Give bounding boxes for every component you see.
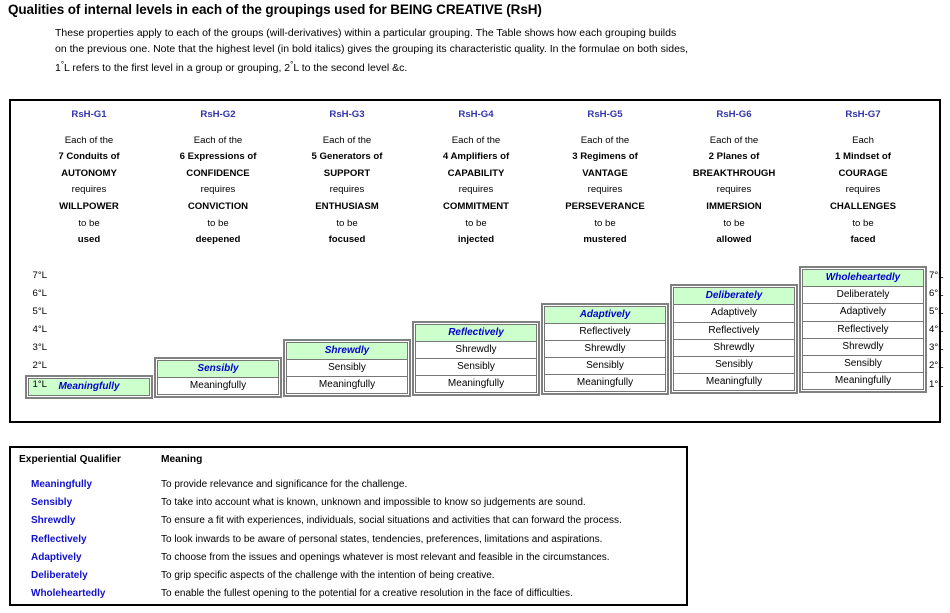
level-cell-characteristic: Shrewdly: [286, 342, 408, 360]
page-title: Qualities of internal levels in each of the groupings used for BEING CREATIVE (RsH): [8, 2, 542, 17]
level-cell-characteristic: Meaningfully: [28, 378, 150, 396]
legend-qualifier: Wholeheartedly: [31, 588, 106, 600]
column-header-rsh-g4: [410, 107, 542, 249]
header-line-1: Each: [852, 134, 874, 146]
header-line-4: requires: [716, 184, 752, 196]
level-scale-right: [929, 267, 950, 394]
header-line-5: ENTHUSIASM: [315, 200, 379, 212]
level-cell-characteristic: Adaptively: [544, 306, 666, 324]
level-label: 5°L: [32, 306, 47, 318]
legend-meaning: To ensure a fit with experiences, individuals, social situations and activities that can forward the process.: [161, 515, 622, 527]
level-label: 5°L: [929, 306, 944, 318]
header-line-3: SUPPORT: [323, 167, 371, 179]
degree-symbol-1: °: [60, 60, 65, 69]
level-cell: Meaningfully: [544, 374, 666, 392]
legend-qualifier: Shrewdly: [31, 515, 76, 527]
level-cell: Meaningfully: [802, 372, 924, 390]
legend-meaning: To take into account what is known, unknown and impossible to know so judgements are sound.: [161, 497, 586, 509]
level-scale-left: [21, 267, 47, 394]
groupings-panel: [9, 99, 944, 423]
legend-meaning: To choose from the issues and openings whatever is most relevant and feasible in the circumstances.: [161, 551, 610, 563]
header-line-7: deepened: [195, 234, 241, 246]
header-line-1: Each of the: [709, 134, 759, 146]
header-line-7: injected: [457, 234, 495, 246]
level-label: 6°L: [929, 288, 944, 300]
intro-line-3-b: L refers to the first level in a group or grouping, 2: [64, 62, 291, 74]
header-line-4: requires: [71, 184, 107, 196]
header-line-1: Each of the: [193, 134, 243, 146]
level-label: 7°L: [32, 270, 47, 281]
group-id: RsH-G5: [587, 109, 623, 120]
header-line-5: COMMITMENT: [442, 200, 510, 212]
legend-qualifier: Reflectively: [31, 533, 87, 545]
level-cell: Reflectively: [802, 321, 924, 339]
level-label: 4°L: [32, 324, 47, 336]
level-cell: Shrewdly: [544, 340, 666, 358]
level-cell: Shrewdly: [415, 341, 537, 359]
legend-row: [11, 531, 686, 549]
level-cell: Adaptively: [673, 304, 795, 322]
header-line-5: CONVICTION: [187, 200, 249, 212]
legend-qualifier: Meaningfully: [31, 479, 93, 490]
header-line-3: VANTAGE: [582, 167, 628, 179]
legend-qualifier: Adaptively: [31, 551, 82, 563]
legend-row: [11, 567, 686, 585]
level-cell: Meaningfully: [415, 375, 537, 393]
header-line-2: 1 Mindset of: [835, 151, 891, 163]
intro-line-1: These properties apply to each of the groups (will-derivatives) within a particular grouping. The Table shows how each grouping builds: [55, 27, 677, 39]
level-label: 7°L: [929, 270, 944, 281]
group-id: RsH-G3: [329, 109, 365, 120]
level-cell-characteristic: Sensibly: [157, 360, 279, 378]
intro-paragraph: [55, 25, 885, 76]
header-line-7: faced: [850, 234, 876, 246]
header-line-1: Each of the: [580, 134, 630, 146]
level-label: 3°L: [929, 342, 944, 354]
header-line-3: CONFIDENCE: [186, 167, 250, 179]
header-line-1: Each of the: [451, 134, 501, 146]
header-line-2: 3 Regimens of: [572, 151, 638, 163]
level-cell: Meaningfully: [286, 376, 408, 394]
column-header-rsh-g6: [668, 107, 800, 249]
header-line-2: 6 Expressions of: [179, 151, 257, 163]
header-line-5: WILLPOWER: [59, 200, 119, 212]
legend-meaning: To provide relevance and significance for the challenge.: [161, 479, 408, 490]
level-cell: Reflectively: [544, 323, 666, 341]
legend-header-qualifier: Experiential Qualifier: [19, 454, 121, 465]
level-cell: Sensibly: [802, 355, 924, 373]
level-cell: Meaningfully: [673, 373, 795, 391]
legend-qualifier: Sensibly: [31, 497, 73, 509]
header-line-5: PERSEVERANCE: [565, 200, 645, 212]
level-cell: Shrewdly: [673, 339, 795, 357]
legend-qualifier: Deliberately: [31, 570, 88, 581]
header-line-4: requires: [845, 184, 881, 196]
level-stack-rsh-g7: [799, 266, 927, 393]
level-cell: Sensibly: [286, 359, 408, 377]
legend-row: [11, 512, 686, 530]
column-header-rsh-g2: [152, 107, 284, 249]
level-cell: Deliberately: [802, 286, 924, 304]
header-line-6: to be: [336, 217, 358, 229]
header-line-4: requires: [587, 184, 623, 196]
level-label: 2°L: [929, 360, 944, 372]
header-line-4: requires: [458, 184, 494, 196]
header-line-6: to be: [465, 217, 487, 229]
header-line-6: to be: [594, 217, 616, 229]
legend-row: [11, 585, 686, 603]
header-line-6: to be: [78, 217, 100, 229]
level-cell: Shrewdly: [802, 338, 924, 356]
header-line-6: to be: [723, 217, 745, 229]
column-header-rsh-g7: [797, 107, 929, 249]
qualifier-legend-table: [9, 446, 688, 606]
level-cell: Sensibly: [415, 358, 537, 376]
header-line-7: allowed: [716, 234, 752, 246]
level-cell-characteristic: Reflectively: [415, 324, 537, 342]
level-stack-rsh-g2: [154, 357, 282, 398]
legend-meaning: To look inwards to be aware of personal states, tendencies, preferences, limitations and aspirations.: [161, 533, 603, 545]
header-line-7: used: [77, 234, 101, 246]
level-cell: Sensibly: [544, 357, 666, 375]
level-stack-rsh-g6: [670, 284, 798, 394]
legend-header-meaning: Meaning: [161, 454, 203, 465]
intro-line-3: [55, 57, 885, 76]
level-label: 2°L: [32, 360, 47, 372]
level-label: 6°L: [32, 288, 47, 300]
group-id: RsH-G1: [71, 109, 107, 120]
header-line-5: IMMERSION: [706, 200, 762, 212]
group-id: RsH-G7: [845, 109, 881, 120]
degree-symbol-2: °: [290, 60, 294, 69]
level-label: 1°L: [929, 378, 944, 390]
level-label: 1°L: [32, 378, 47, 390]
group-id: RsH-G6: [716, 109, 752, 120]
level-cell: Reflectively: [673, 322, 795, 340]
legend-meaning: To grip specific aspects of the challenge with the intention of being creative.: [161, 570, 495, 581]
level-cell-characteristic: Deliberately: [673, 287, 795, 305]
header-line-6: to be: [207, 217, 229, 229]
header-line-3: BREAKTHROUGH: [692, 167, 776, 179]
header-line-5: CHALLENGES: [829, 200, 897, 212]
level-stack-rsh-g4: [412, 321, 540, 396]
column-header-rsh-g5: [539, 107, 671, 249]
header-line-3: COURAGE: [838, 167, 888, 179]
level-stack-rsh-g3: [283, 339, 411, 397]
intro-line-2: on the previous one. Note that the highest level (in bold italics) gives the grouping its characteristic quality. In the formulae on both sides,: [55, 43, 689, 55]
header-line-1: Each of the: [64, 134, 114, 146]
legend-row: [11, 494, 686, 512]
intro-line-3-c: L to the second level &c.: [293, 62, 408, 74]
header-line-6: to be: [852, 217, 874, 229]
legend-meaning: To enable the fullest opening to the potential for a creative resolution in the face of difficulties.: [161, 588, 573, 600]
group-id: RsH-G2: [200, 109, 236, 120]
header-line-4: requires: [329, 184, 365, 196]
level-cell: Sensibly: [673, 356, 795, 374]
level-cell: Adaptively: [802, 303, 924, 321]
level-cell: Meaningfully: [157, 377, 279, 395]
column-header-rsh-g3: [281, 107, 413, 249]
level-stack-rsh-g5: [541, 303, 669, 395]
level-label: 3°L: [32, 342, 47, 354]
header-line-2: 2 Planes of: [708, 151, 760, 163]
header-line-4: requires: [200, 184, 236, 196]
legend-row: [11, 549, 686, 567]
column-header-rsh-g1: [23, 107, 155, 249]
group-id: RsH-G4: [458, 109, 494, 120]
level-label: 4°L: [929, 324, 944, 336]
header-line-7: mustered: [583, 234, 627, 246]
level-cell-characteristic: Wholeheartedly: [802, 269, 924, 287]
header-line-3: CAPABILITY: [447, 167, 505, 179]
header-line-7: focused: [328, 234, 366, 246]
header-line-2: 7 Conduits of: [58, 151, 120, 163]
legend-row: [11, 476, 686, 494]
header-line-2: 4 Amplifiers of: [442, 151, 510, 163]
intro-line-3-a: 1: [55, 62, 61, 74]
header-line-3: AUTONOMY: [61, 167, 117, 179]
header-line-2: 5 Generators of: [311, 151, 383, 163]
header-line-1: Each of the: [322, 134, 372, 146]
